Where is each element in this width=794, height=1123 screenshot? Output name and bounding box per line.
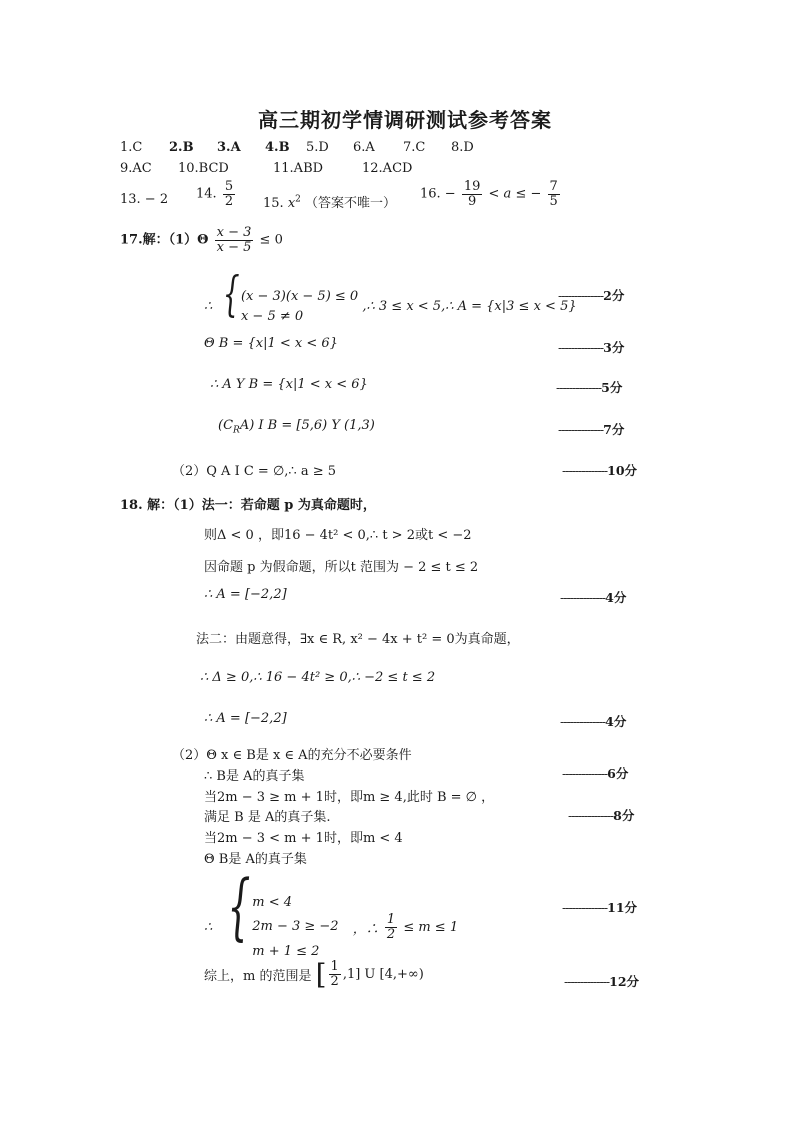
conclusion-fraction xyxy=(329,960,341,988)
left-brace-icon: { xyxy=(223,266,241,322)
answer-15-note: （答案不唯一） xyxy=(305,196,397,211)
answer-8: 8.D xyxy=(451,140,474,155)
score-dashes: -------------- xyxy=(562,900,608,915)
score-value: 7分 xyxy=(603,422,625,437)
q17-complement xyxy=(218,418,375,436)
q18-system-lines xyxy=(252,891,338,963)
fraction-denominator: 2 xyxy=(224,193,234,209)
q18-part-2-line-1: （2）Θ x ∈ B是 x ∈ A的充分不必要条件 xyxy=(172,748,412,763)
answer-11: 11.ABD xyxy=(273,161,324,176)
therefore-symbol: ∴ xyxy=(204,299,213,314)
answer-16-fraction-2 xyxy=(548,180,560,208)
q18-method-2-line-1: ∴ Δ ≥ 0,∴ 16 − 4t² ≥ 0,∴ −2 ≤ t ≤ 2 xyxy=(200,670,436,685)
q17-set-a: ,∴ 3 ≤ x < 5,∴ A = {x|3 ≤ x < 5} xyxy=(362,299,577,314)
fraction-numerator: x − 3 xyxy=(216,225,252,240)
therefore-symbol: ∴ xyxy=(204,920,213,935)
answer-4: 4.B xyxy=(265,140,290,155)
score-value: 10分 xyxy=(607,463,638,478)
fraction-numerator: 5 xyxy=(224,179,234,194)
fraction-denominator: 5 xyxy=(549,193,558,209)
score-mark xyxy=(560,588,626,606)
complement-open: (C xyxy=(218,418,234,433)
answer-3: 3.A xyxy=(217,140,241,155)
fraction-denominator: 2 xyxy=(386,927,396,942)
q17-set-b: Θ B = {x|1 < x < 6} xyxy=(204,336,338,351)
conclusion-prefix: 综上，m 的范围是 xyxy=(204,969,312,984)
q18-system-result: ≤ m ≤ 1 xyxy=(403,920,459,935)
score-value: 11分 xyxy=(607,900,638,915)
answer-16-fraction-1 xyxy=(462,180,483,208)
score-mark xyxy=(556,378,622,396)
page-title: 高三期初学情调研测试参考答案 xyxy=(258,108,552,132)
score-value: 4分 xyxy=(605,714,627,729)
score-dashes: -------------- xyxy=(558,422,604,437)
q18-method-2-line-2: ∴ A = [−2,2] xyxy=(204,711,287,726)
q18-line-1: 则Δ < 0 ，即16 − 4t² < 0,∴ t > 2或t < −2 xyxy=(204,528,472,543)
score-value: 12分 xyxy=(609,974,640,989)
q18-header xyxy=(120,494,376,513)
answer-14 xyxy=(196,180,237,208)
score-value: 4分 xyxy=(605,590,627,605)
complement-rest: A) I B = [5,6) Y (1,3) xyxy=(239,418,375,433)
q18-part-2-line-2: ∴ B是 A的真子集 xyxy=(204,769,305,784)
system-line-2: x − 5 ≠ 0 xyxy=(240,308,304,324)
score-mark xyxy=(558,420,624,438)
answer-15 xyxy=(263,192,396,211)
score-mark xyxy=(562,898,637,916)
answer-10: 10.BCD xyxy=(178,161,229,176)
score-mark xyxy=(562,764,628,782)
q18-system-mid: ，∴ xyxy=(352,922,379,937)
answer-5: 5.D xyxy=(306,140,329,155)
score-value: 2分 xyxy=(603,288,625,303)
answer-16-ineq: < a ≤ − xyxy=(488,186,542,202)
score-mark xyxy=(558,338,624,356)
system-line-3: m + 1 ≤ 2 xyxy=(252,943,320,959)
score-dashes: -------------- xyxy=(564,974,610,989)
answer-14-fraction xyxy=(223,180,235,208)
fraction-denominator: 9 xyxy=(467,193,477,209)
q17-system xyxy=(204,266,577,326)
conclusion-interval: ,1] U [4,+∞) xyxy=(342,967,424,982)
answer-16-label: 16. − xyxy=(420,186,456,202)
answer-12: 12.ACD xyxy=(362,161,413,176)
answer-2: 2.B xyxy=(169,140,194,155)
answer-14-label: 14. xyxy=(196,186,217,202)
answer-6: 6.A xyxy=(353,140,375,155)
score-dashes: -------------- xyxy=(568,808,614,823)
score-mark xyxy=(562,461,637,479)
score-dashes: -------------- xyxy=(560,590,606,605)
system-line-1: m < 4 xyxy=(252,895,292,911)
fraction-numerator: 1 xyxy=(386,912,396,928)
fraction-denominator: x − 5 xyxy=(216,239,252,255)
score-value: 3分 xyxy=(603,340,625,355)
score-mark xyxy=(568,806,634,824)
q18-part-2-line-3: 当2m − 3 ≥ m + 1时，即m ≥ 4,此时 B = ∅ ， xyxy=(204,790,495,805)
left-bracket-icon: [ xyxy=(315,958,327,991)
system-line-1: (x − 3)(x − 5) ≤ 0 xyxy=(240,289,359,304)
q17-label: 17.解：（1）Θ xyxy=(120,232,209,248)
answer-7: 7.C xyxy=(403,140,426,155)
fraction-denominator: 2 xyxy=(330,974,339,989)
score-dashes: -------------- xyxy=(562,766,608,781)
fraction-numerator: 7 xyxy=(549,179,558,194)
score-dashes: -------------- xyxy=(556,380,602,395)
answer-1: 1.C xyxy=(120,140,143,155)
complement-sub: R xyxy=(233,425,240,436)
system-line-2: 2m − 3 ≥ −2 xyxy=(252,919,339,935)
answer-15-label: 15. xyxy=(263,196,284,211)
q18-line-2: 因命题 p 为假命题，所以t 范围为 − 2 ≤ t ≤ 2 xyxy=(204,560,479,575)
score-mark xyxy=(558,286,624,304)
q17-part-2: （2）Q A I C = ∅,∴ a ≥ 5 xyxy=(172,464,336,479)
answer-13: 13. − 2 xyxy=(120,192,169,207)
answer-16 xyxy=(420,180,562,208)
answer-9: 9.AC xyxy=(120,161,152,176)
answer-15-sup: 2 xyxy=(295,194,301,205)
q17-header xyxy=(120,226,283,254)
answer-15-expr: x xyxy=(287,196,296,211)
score-mark xyxy=(564,972,639,990)
score-value: 5分 xyxy=(601,380,623,395)
q18-part-2-line-4: 满足 B 是 A的真子集. xyxy=(204,810,331,825)
left-brace-icon: { xyxy=(227,864,251,948)
score-mark xyxy=(560,712,626,730)
score-dashes: -------------- xyxy=(558,288,604,303)
fraction-numerator: 1 xyxy=(330,959,339,975)
score-dashes: -------------- xyxy=(560,714,606,729)
q18-part-2-line-6: Θ B是 A的真子集 xyxy=(204,852,307,867)
q18-conclusion xyxy=(204,958,424,991)
q18-part-2-line-5: 当2m − 3 < m + 1时，即m < 4 xyxy=(204,831,403,846)
q17-system-lines xyxy=(241,287,358,326)
q17-frac-tail: ≤ 0 xyxy=(259,232,283,248)
q17-fraction xyxy=(215,226,254,254)
q18-line-3: ∴ A = [−2,2] xyxy=(204,587,287,602)
q17-union: ∴ A Y B = {x|1 < x < 6} xyxy=(210,377,368,392)
score-dashes: -------------- xyxy=(558,340,604,355)
q18-system xyxy=(204,864,459,964)
q18-label: 18. 解：（1）法一：若命题 p 为真命题时， xyxy=(120,498,376,513)
score-value: 6分 xyxy=(607,766,629,781)
score-value: 8分 xyxy=(613,808,635,823)
q18-method-2: 法二：由题意得，∃x ∈ R, x² − 4x + t² = 0为真命题， xyxy=(196,632,520,647)
score-dashes: -------------- xyxy=(562,463,608,478)
fraction-numerator: 19 xyxy=(463,179,481,194)
q18-system-fraction xyxy=(385,913,397,941)
